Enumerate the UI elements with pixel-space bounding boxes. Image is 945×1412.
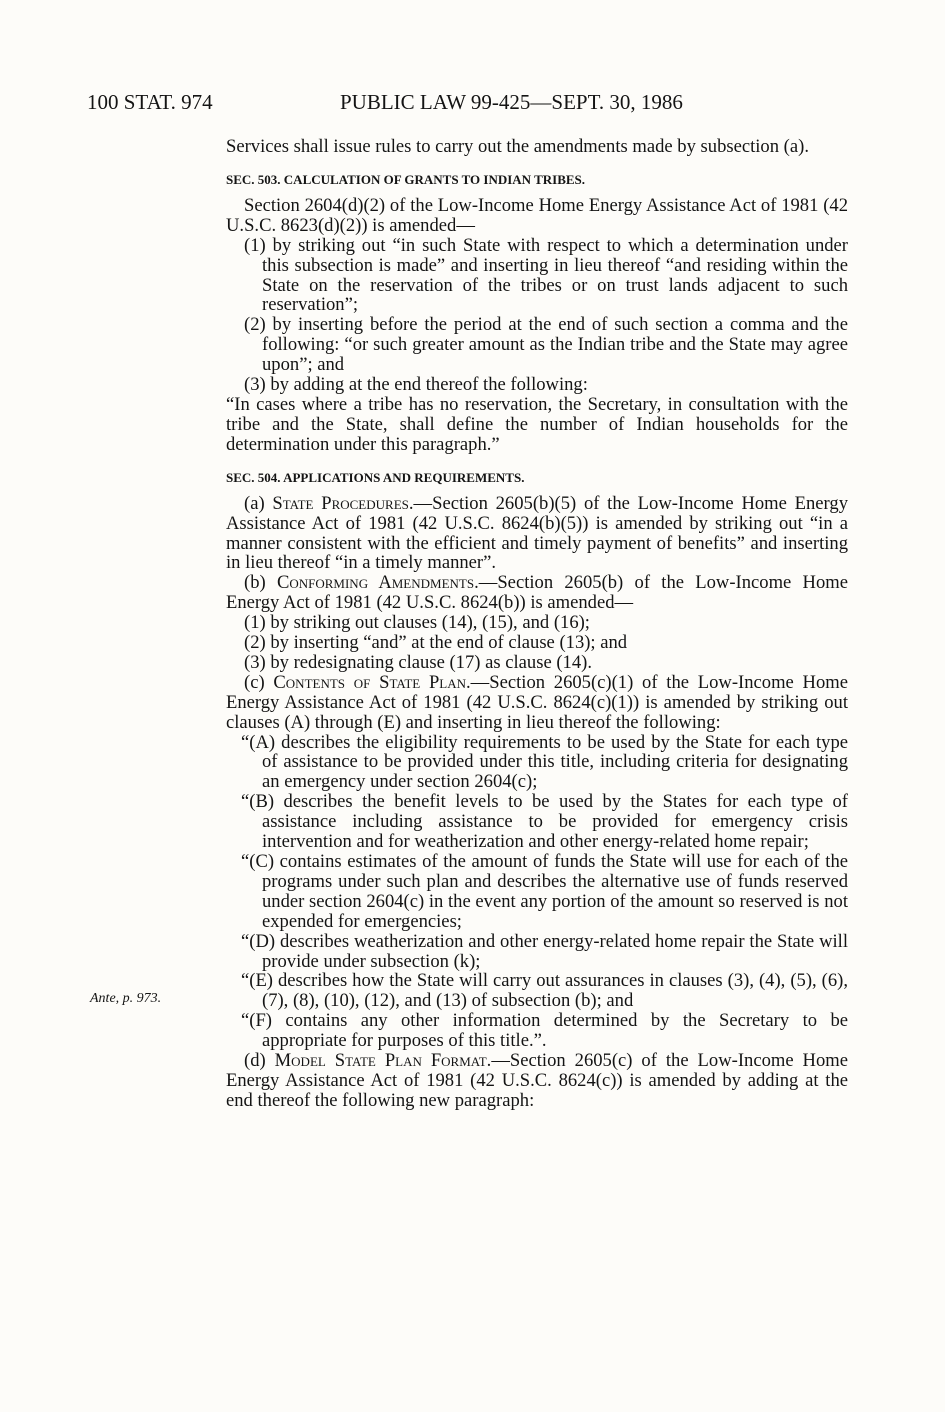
subsection-b [226, 573, 848, 613]
subsection-a-label: (a) [244, 492, 273, 514]
subsection-c-clause: “(F) contains any other information determined by the Secretary to be appropriate for purposes of this title.”. [241, 1010, 848, 1052]
subsection-c-clause: “(A) describes the eligibility requirements to be used by the State for each type of assistance to be provided under this title, including criteria for designating an emergency under section 2604(c); [241, 731, 848, 793]
margin-note-text: Ante, p. 973. [90, 991, 162, 1006]
subsection-a-title: State Procedures. [272, 492, 414, 514]
subsection-d-label: (d) [244, 1050, 275, 1072]
statute-page-number: 100 STAT. 974 [87, 90, 213, 114]
subsection-b-item: (3) by redesignating clause (17) as clause (14). [244, 651, 592, 673]
section-503-item: (1) by striking out “in such State with respect to which a determination under this subsection is made” and inserting in lieu thereof “and residing within the State on the reservation of the tribes or on trust lands adjacent to such reservation”; [244, 234, 848, 316]
section-503-quote: “In cases where a tribe has no reservation, the Secretary, in consultation with the tribe and the State, shall define the number of Indian households for the determination under this paragraph.” [226, 393, 848, 455]
section-504-heading: SEC. 504. APPLICATIONS AND REQUIREMENTS. [226, 469, 525, 485]
subsection-c-clause: “(D) describes weatherization and other energy-related home repair the State will provide under subsection (k); [241, 930, 848, 972]
subsection-c-label: (c) [244, 671, 274, 693]
running-header: PUBLIC LAW 99-425—SEPT. 30, 1986 [340, 90, 683, 114]
body-text [226, 137, 848, 1111]
subsection-d [226, 1051, 848, 1111]
section-503-item: (2) by inserting before the period at the end of such section a comma and the following: “or such greater amount as the Indian tribe and the State may agree upon”; and [244, 314, 848, 376]
subsection-d-title: Model State Plan Format. [274, 1050, 492, 1072]
subsection-c-title: Contents of State Plan. [273, 671, 471, 693]
subsection-c-clause: “(C) contains estimates of the amount of funds the State will use for each of the programs under such plan and describes the alternative use of funds reserved under section 2604(c) in the event any portion of the amount so reserved is not expended for emergencies; [241, 851, 848, 932]
section-503-lead: Section 2604(d)(2) of the Low-Income Home Energy Assistance Act of 1981 (42 U.S.C. 8623(d)(2)) is amended— [226, 194, 848, 236]
subsection-b-label: (b) [244, 572, 277, 594]
section-503-heading: SEC. 503. CALCULATION OF GRANTS TO INDIAN TRIBES. [226, 171, 586, 187]
subsection-c-clause: “(E) describes how the State will carry out assurances in clauses (3), (4), (5), (6), (7), (8), (10), (12), and (13) of subsection (b); and [241, 970, 848, 1012]
subsection-a-text: —Section 2605(b)(5) of the Low-Income Home Energy Assistance Act of 1981 (42 U.S.C. 8624(b)(5)) is amended by striking out “in a manner consistent with the efficient and timely payment of benefits” and inserting in lieu thereof “in a timely manner”. [226, 492, 848, 574]
subsection-b-item: (1) by striking out clauses (14), (15), and (16); [244, 612, 590, 634]
subsection-c [226, 673, 848, 733]
section-503-item: (3) by adding at the end thereof the following: [244, 374, 588, 396]
subsection-c-clause: “(B) describes the benefit levels to be used by the States for each type of assistance including assistance to be provided for emergency crisis intervention and for weatherization and other energy-related home repair; [241, 791, 848, 853]
intro-paragraph: Services shall issue rules to carry out the amendments made by subsection (a). [226, 136, 809, 157]
subsection-b-item: (2) by inserting “and” at the end of clause (13); and [244, 632, 628, 654]
subsection-c-text: —Section 2605(c)(1) of the Low-Income Home Energy Assistance Act of 1981 (42 U.S.C. 8624(c)(1)) is amended by striking out clauses (A) through (E) and inserting in lieu thereof the following: [226, 671, 848, 733]
subsection-a [226, 494, 848, 574]
margin-note [90, 991, 161, 1007]
subsection-d-text: —Section 2605(c) of the Low-Income Home Energy Assistance Act of 1981 (42 U.S.C. 8624(c)) is amended by adding at the end thereof the following new paragraph: [226, 1050, 848, 1111]
subsection-b-title: Conforming Amendments. [276, 572, 479, 594]
subsection-b-text: —Section 2605(b) of the Low-Income Home Energy Act of 1981 (42 U.S.C. 8624(b)) is amended— [226, 572, 848, 614]
